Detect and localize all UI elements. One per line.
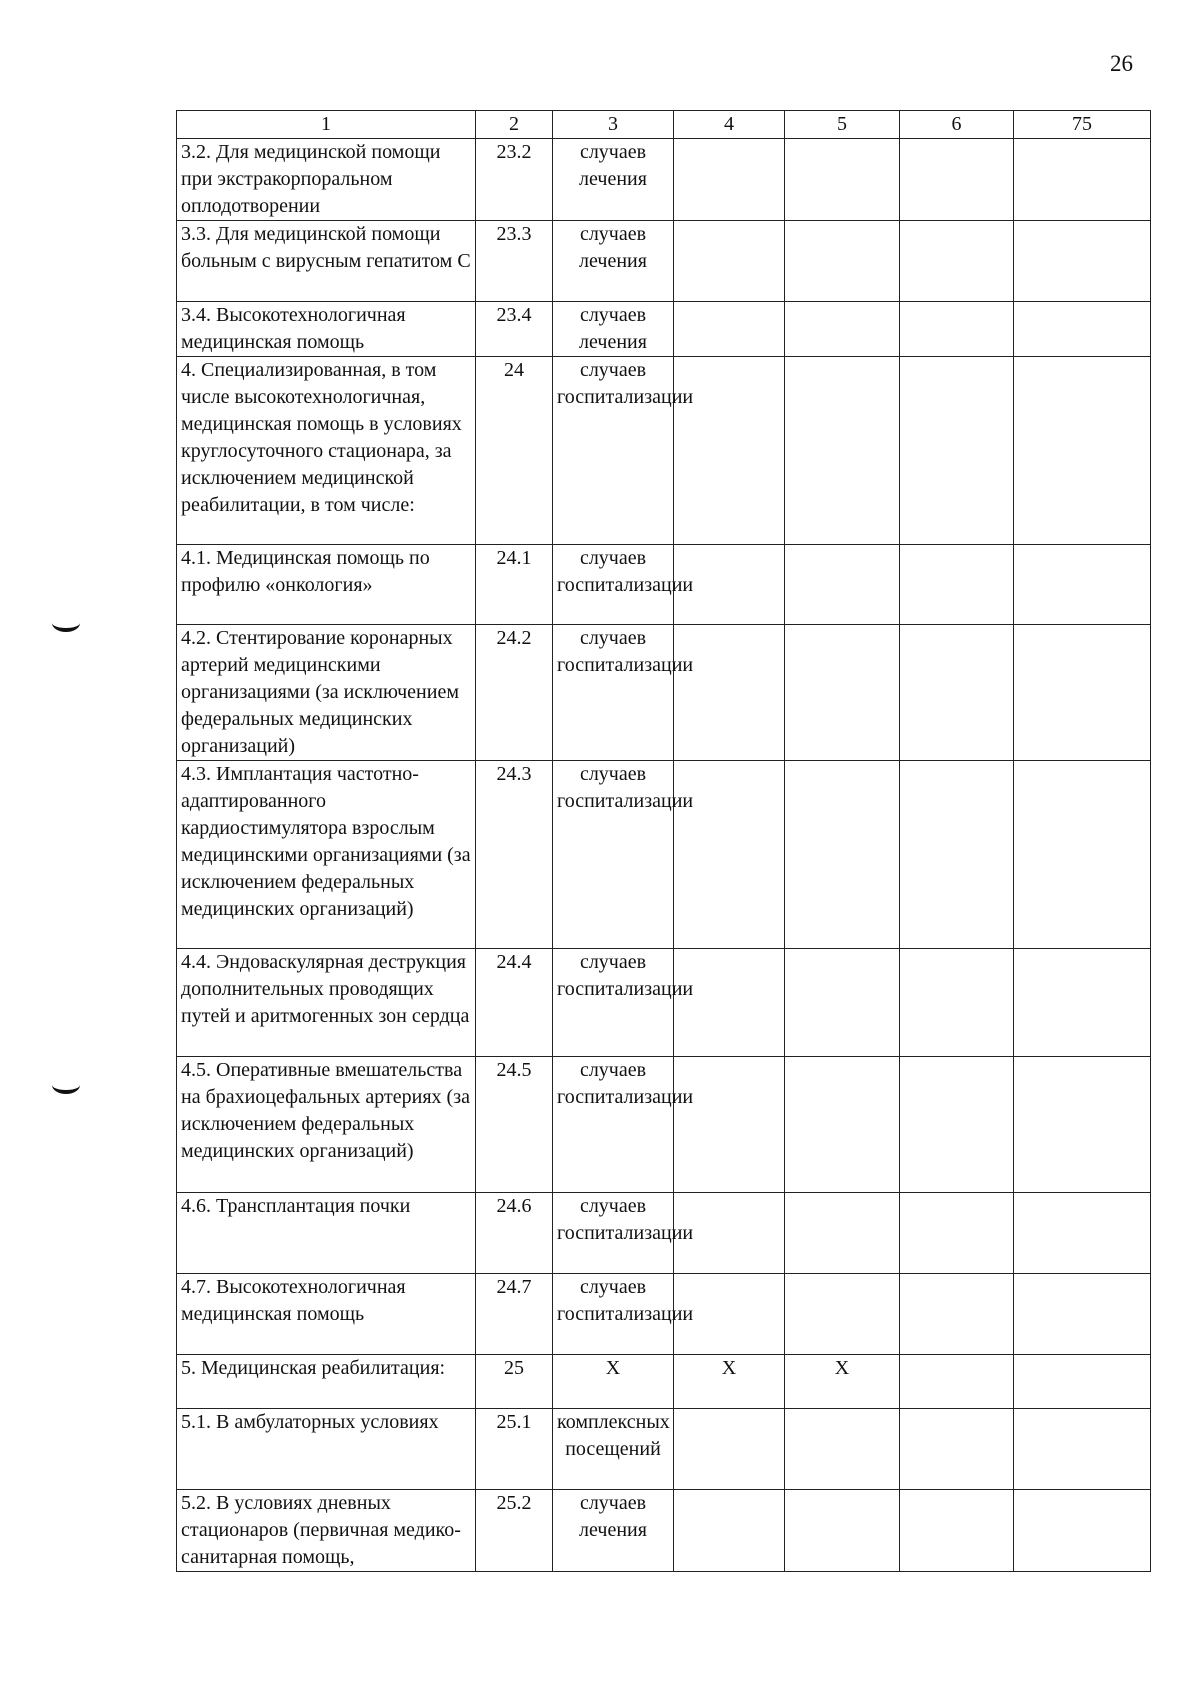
table-row: [177, 1355, 1151, 1409]
table-row: [177, 1193, 1151, 1274]
table-row: [177, 1057, 1151, 1193]
table-row: [177, 545, 1151, 625]
value-cell: X: [785, 1355, 900, 1409]
page-number: 26: [1110, 51, 1133, 76]
value-cell: [900, 625, 1014, 761]
value-cell: [785, 625, 900, 761]
table-row: [177, 761, 1151, 949]
table-row: [177, 1409, 1151, 1490]
value-cell: [674, 357, 785, 545]
table-row: [177, 302, 1151, 357]
value-cell: [785, 357, 900, 545]
value-cell: [674, 949, 785, 1057]
value-cell: [1014, 761, 1151, 949]
unit-cell: случаев госпитализации: [553, 1274, 674, 1355]
column-header: 2: [476, 111, 553, 139]
row-name-cell: 3.4. Высокотехнологичная медицинская помощь: [177, 302, 476, 357]
value-cell: [1014, 302, 1151, 357]
value-cell: [900, 302, 1014, 357]
row-code-cell: 24.4: [476, 949, 553, 1057]
column-number-row: [177, 111, 1151, 139]
row-code-cell: 23.2: [476, 139, 553, 221]
column-header: 5: [785, 111, 900, 139]
value-cell: [900, 357, 1014, 545]
row-code-cell: 24.1: [476, 545, 553, 625]
unit-cell: случаев госпитализации: [553, 1193, 674, 1274]
row-name-cell: 4. Специализированная, в том числе высокотехнологичная, медицинская помощь в условиях круглосуточного стационара, за исключением медицинской реабилитации, в том числе:: [177, 357, 476, 545]
value-cell: [1014, 1057, 1151, 1193]
binding-hole-mark: [52, 614, 80, 632]
row-code-cell: 23.4: [476, 302, 553, 357]
value-cell: [674, 625, 785, 761]
unit-cell: случаев лечения: [553, 302, 674, 357]
table-row: [177, 1490, 1151, 1572]
value-cell: [785, 1057, 900, 1193]
column-header: 75: [1014, 111, 1151, 139]
value-cell: [1014, 949, 1151, 1057]
table-row: [177, 357, 1151, 545]
value-cell: [1014, 545, 1151, 625]
table-row: [177, 1274, 1151, 1355]
value-cell: [785, 1274, 900, 1355]
unit-cell: случаев лечения: [553, 1490, 674, 1572]
unit-cell: случаев лечения: [553, 221, 674, 302]
row-name-cell: 4.3. Имплантация частотно-адаптированного кардиостимулятора взрослым медицинскими организациями (за исключением федеральных медицинских организаций): [177, 761, 476, 949]
value-cell: [674, 1057, 785, 1193]
unit-cell: случаев госпитализации: [553, 949, 674, 1057]
value-cell: [900, 1274, 1014, 1355]
value-cell: [674, 302, 785, 357]
data-table: [176, 110, 1151, 1572]
value-cell: X: [674, 1355, 785, 1409]
unit-cell: случаев госпитализации: [553, 761, 674, 949]
row-code-cell: 23.3: [476, 221, 553, 302]
row-name-cell: 4.2. Стентирование коронарных артерий медицинскими организациями (за исключением федеральных медицинских организаций): [177, 625, 476, 761]
unit-cell: случаев лечения: [553, 139, 674, 221]
value-cell: [785, 139, 900, 221]
row-code-cell: 24.6: [476, 1193, 553, 1274]
column-header: 3: [553, 111, 674, 139]
value-cell: [900, 221, 1014, 302]
value-cell: [1014, 1193, 1151, 1274]
value-cell: [1014, 1355, 1151, 1409]
value-cell: [674, 1409, 785, 1490]
column-header: 1: [177, 111, 476, 139]
row-code-cell: 25.1: [476, 1409, 553, 1490]
value-cell: [1014, 357, 1151, 545]
row-name-cell: 4.1. Медицинская помощь по профилю «онкология»: [177, 545, 476, 625]
row-name-cell: 5.1. В амбулаторных условиях: [177, 1409, 476, 1490]
table-row: [177, 139, 1151, 221]
value-cell: [674, 221, 785, 302]
value-cell: [1014, 1490, 1151, 1572]
binding-hole-mark: [52, 1076, 80, 1094]
row-name-cell: 3.2. Для медицинской помощи при экстракорпоральном оплодотворении: [177, 139, 476, 221]
value-cell: [785, 1409, 900, 1490]
value-cell: [1014, 1274, 1151, 1355]
row-name-cell: 3.3. Для медицинской помощи больным с вирусным гепатитом С: [177, 221, 476, 302]
row-name-cell: 4.4. Эндоваскулярная деструкция дополнительных проводящих путей и аритмогенных зон сердца: [177, 949, 476, 1057]
table-row: [177, 625, 1151, 761]
row-name-cell: 5.2. В условиях дневных стационаров (первичная медико-санитарная помощь,: [177, 1490, 476, 1572]
column-header: 6: [900, 111, 1014, 139]
value-cell: [900, 139, 1014, 221]
value-cell: [1014, 139, 1151, 221]
column-header: 4: [674, 111, 785, 139]
row-code-cell: 25.2: [476, 1490, 553, 1572]
value-cell: [674, 1490, 785, 1572]
row-code-cell: 24.3: [476, 761, 553, 949]
value-cell: [674, 761, 785, 949]
value-cell: [1014, 221, 1151, 302]
table-row: [177, 221, 1151, 302]
value-cell: [785, 761, 900, 949]
unit-cell: X: [553, 1355, 674, 1409]
unit-cell: случаев госпитализации: [553, 357, 674, 545]
value-cell: [900, 1355, 1014, 1409]
value-cell: [1014, 625, 1151, 761]
value-cell: [674, 139, 785, 221]
value-cell: [785, 221, 900, 302]
table-row: [177, 949, 1151, 1057]
row-code-cell: 24.7: [476, 1274, 553, 1355]
value-cell: [900, 761, 1014, 949]
row-name-cell: 4.6. Трансплантация почки: [177, 1193, 476, 1274]
unit-cell: случаев госпитализации: [553, 545, 674, 625]
unit-cell: случаев госпитализации: [553, 625, 674, 761]
value-cell: [900, 1490, 1014, 1572]
row-name-cell: 4.5. Оперативные вмешательства на брахиоцефальных артериях (за исключением федеральных медицинских организаций): [177, 1057, 476, 1193]
unit-cell: комплексных посещений: [553, 1409, 674, 1490]
row-code-cell: 25: [476, 1355, 553, 1409]
value-cell: [785, 949, 900, 1057]
value-cell: [785, 545, 900, 625]
value-cell: [785, 1490, 900, 1572]
row-name-cell: 4.7. Высокотехнологичная медицинская помощь: [177, 1274, 476, 1355]
value-cell: [900, 1057, 1014, 1193]
value-cell: [785, 302, 900, 357]
value-cell: [785, 1193, 900, 1274]
value-cell: [1014, 1409, 1151, 1490]
row-code-cell: 24.5: [476, 1057, 553, 1193]
row-name-cell: 5. Медицинская реабилитация:: [177, 1355, 476, 1409]
row-code-cell: 24: [476, 357, 553, 545]
value-cell: [900, 1409, 1014, 1490]
unit-cell: случаев госпитализации: [553, 1057, 674, 1193]
value-cell: [900, 949, 1014, 1057]
value-cell: [900, 1193, 1014, 1274]
value-cell: [900, 545, 1014, 625]
row-code-cell: 24.2: [476, 625, 553, 761]
